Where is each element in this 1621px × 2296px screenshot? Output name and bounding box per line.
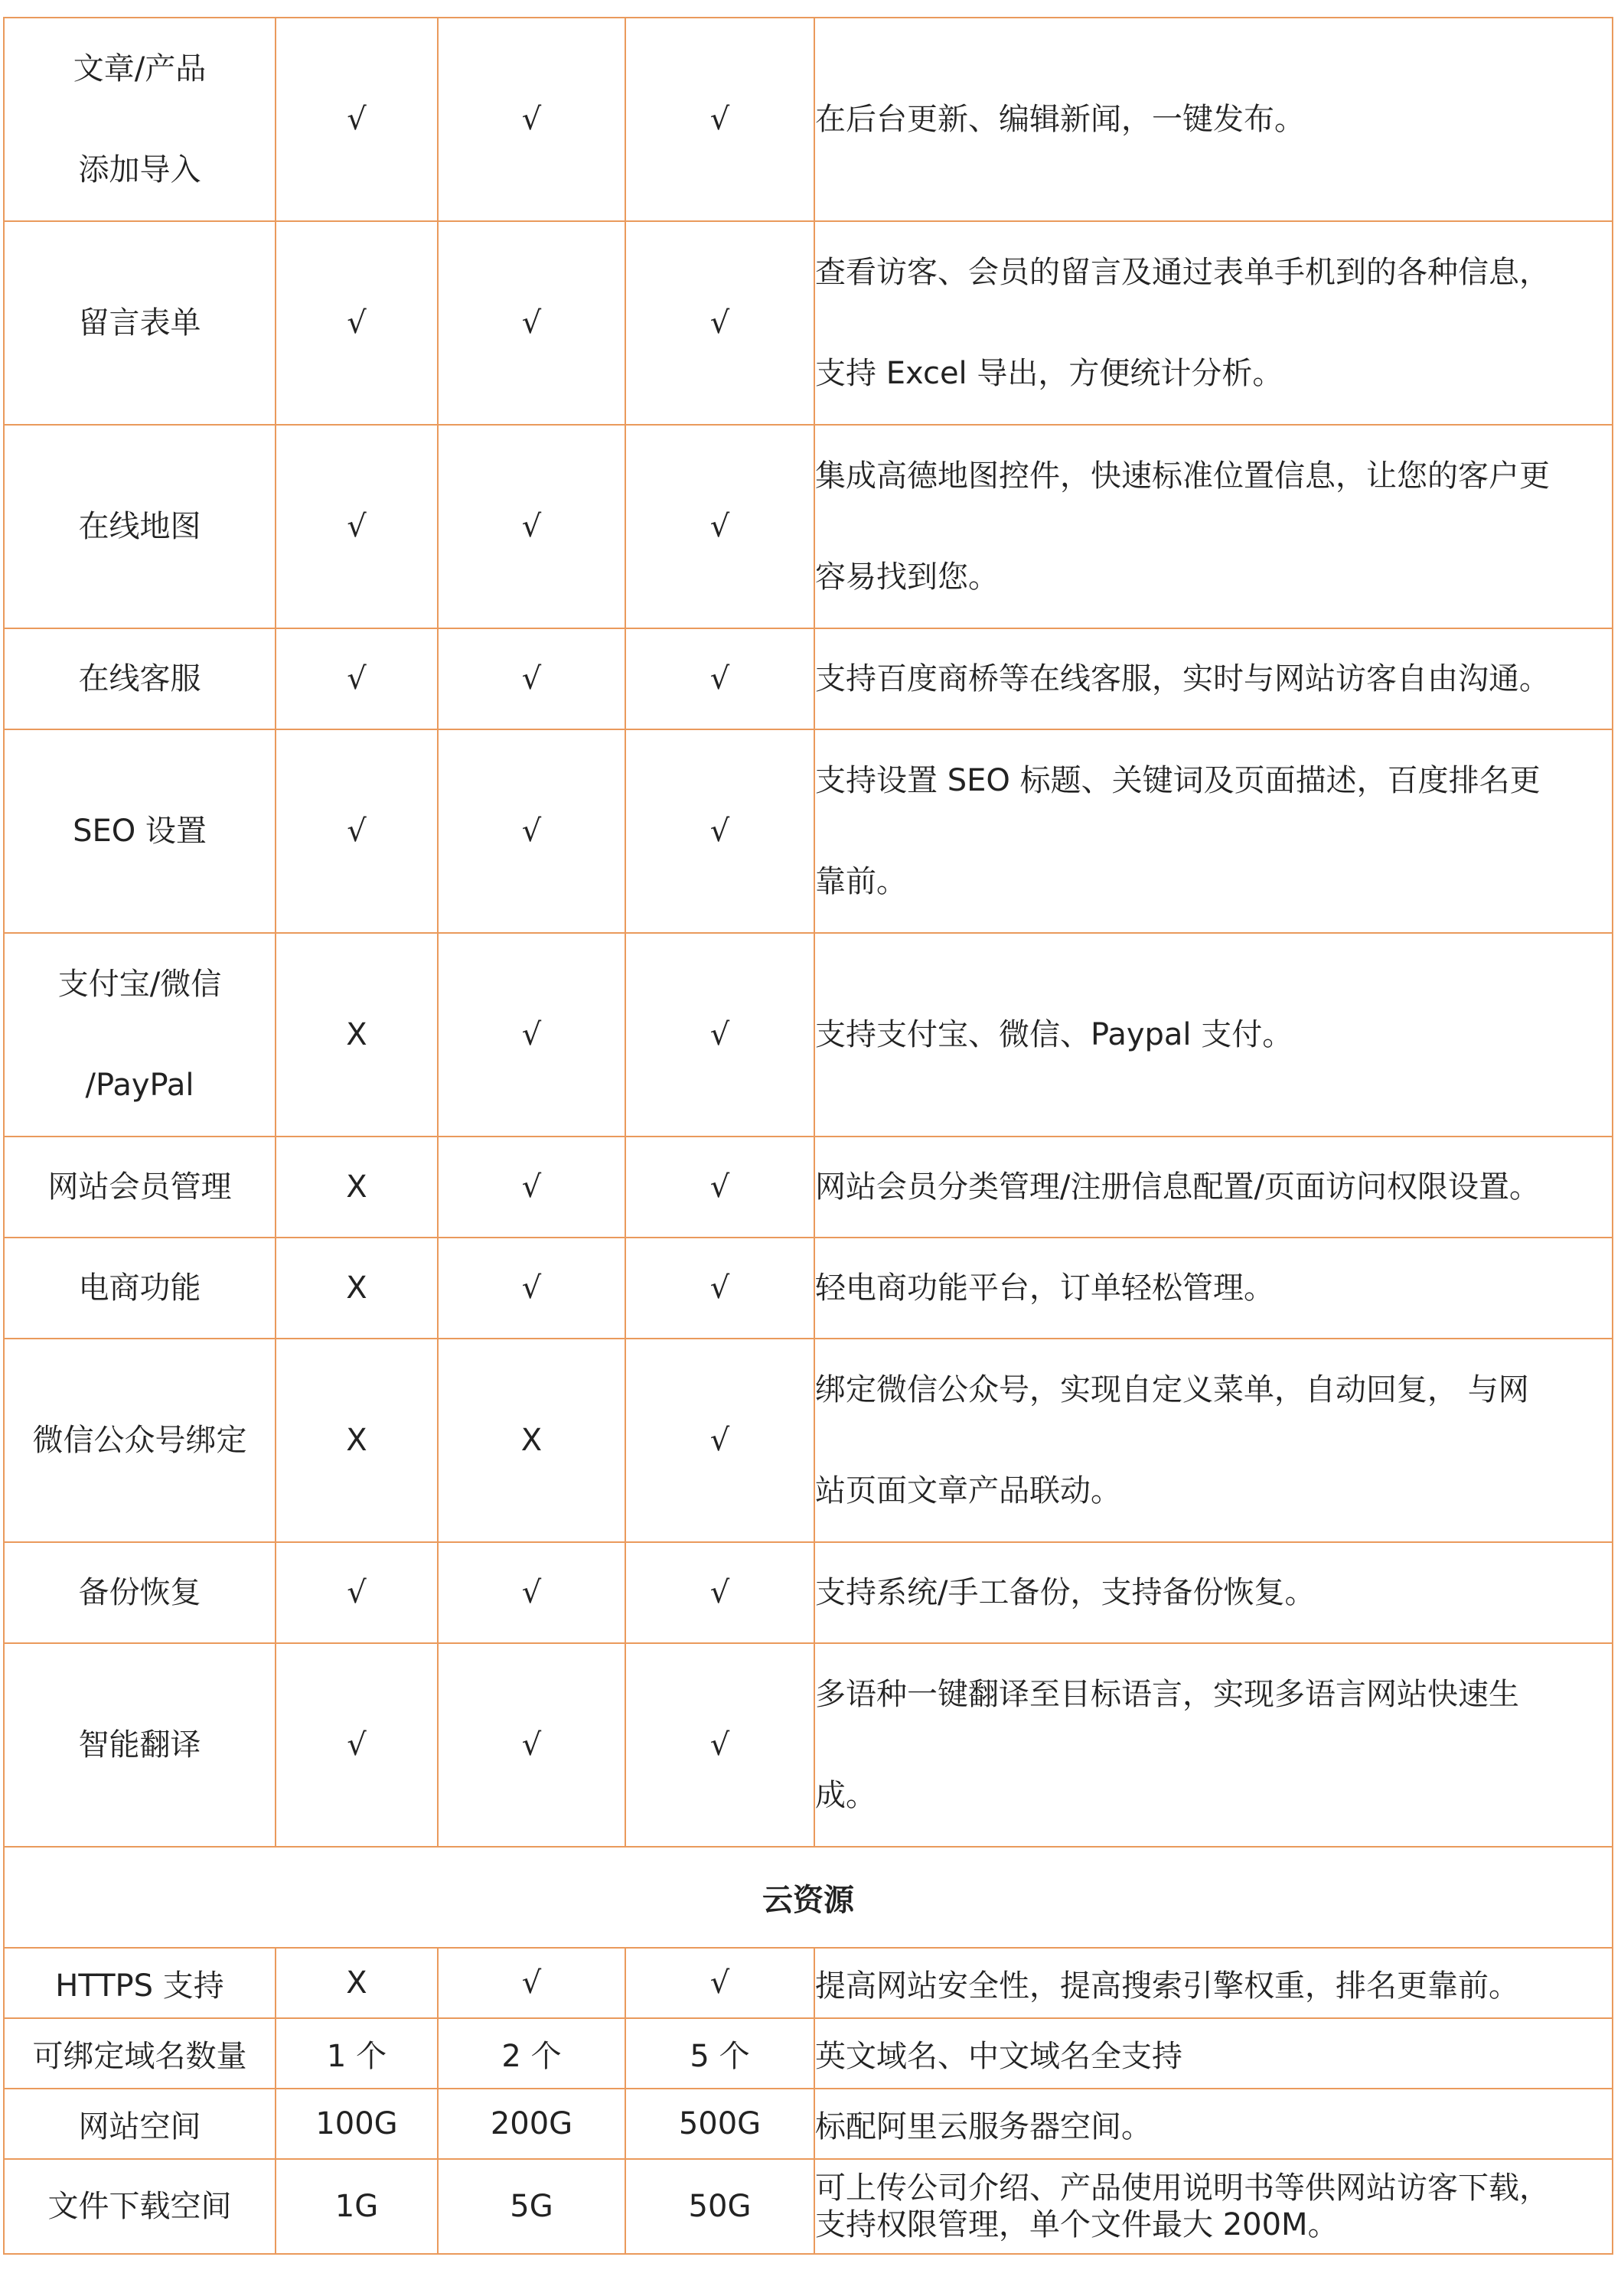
table-row: [4, 18, 1613, 221]
feature-description-cell: [814, 729, 1613, 933]
feature-description-cell: [814, 1542, 1613, 1643]
description-line: 站页面文章产品联动。: [815, 1473, 1121, 1508]
feature-name-line: 添加导入: [78, 152, 201, 188]
feature-name-cell: 电商功能: [4, 1238, 276, 1339]
table-row: [4, 2018, 1613, 2089]
plan-2-value-cell: √: [438, 1948, 625, 2018]
plan-3-value-cell: √: [625, 628, 814, 729]
feature-name-cell: 智能翻译: [4, 1643, 276, 1847]
description-line: 支持设置 SEO 标题、关键词及页面描述，百度排名更: [815, 763, 1541, 798]
feature-description-cell: [814, 2159, 1613, 2254]
feature-description-cell: [814, 2018, 1613, 2089]
table-row: [4, 2159, 1613, 2254]
feature-name-cell: 网站空间: [4, 2089, 276, 2159]
table-row: [4, 425, 1613, 628]
plan-2-value-cell: 200G: [438, 2089, 625, 2159]
plan-1-value-cell: √: [276, 729, 438, 933]
feature-name-cell: 网站会员管理: [4, 1137, 276, 1238]
plan-3-value-cell: √: [625, 1643, 814, 1847]
feature-name-line: 文章/产品: [73, 51, 207, 86]
description-line: 容易找到您。: [815, 559, 999, 595]
feature-name-cell: [4, 18, 276, 221]
plan-1-value-cell: √: [276, 221, 438, 425]
description-line: 网站会员分类管理/注册信息配置/页面访问权限设置。: [815, 1169, 1540, 1205]
plan-2-value-cell: √: [438, 1542, 625, 1643]
feature-description-cell: [814, 425, 1613, 628]
feature-description-cell: [814, 1137, 1613, 1238]
plan-3-value-cell: √: [625, 221, 814, 425]
feature-description-cell: [814, 933, 1613, 1137]
description-line: 在后台更新、编辑新闻，一键发布。: [815, 102, 1305, 137]
plan-2-value-cell: √: [438, 18, 625, 221]
plan-3-value-cell: √: [625, 1948, 814, 2018]
table-body: [4, 18, 1613, 2254]
plan-1-value-cell: 1G: [276, 2159, 438, 2254]
table-row: [4, 628, 1613, 729]
plan-3-value-cell: 5 个: [625, 2018, 814, 2089]
feature-description-cell: [814, 1643, 1613, 1847]
feature-name-line: 支付宝/微信: [57, 967, 222, 1002]
feature-description-cell: [814, 628, 1613, 729]
plan-1-value-cell: X: [276, 1948, 438, 2018]
description-line: 英文域名、中文域名全支持: [815, 2038, 1182, 2074]
feature-name-cell: SEO 设置: [4, 729, 276, 933]
plan-2-value-cell: √: [438, 729, 625, 933]
description-line: 支持百度商桥等在线客服，实时与网站访客自由沟通。: [815, 661, 1550, 696]
plan-2-value-cell: X: [438, 1339, 625, 1542]
description-line: 支持支付宝、微信、Paypal 支付。: [815, 1017, 1293, 1052]
plan-3-value-cell: √: [625, 1137, 814, 1238]
section-title: 云资源: [4, 1847, 1613, 1948]
feature-comparison-table: [3, 17, 1613, 2255]
description-line: 支持权限管理，单个文件最大 200M。: [815, 2207, 1339, 2242]
feature-name-cell: 文件下载空间: [4, 2159, 276, 2254]
description-line: 成。: [815, 1778, 876, 1813]
feature-description-cell: [814, 2089, 1613, 2159]
plan-3-value-cell: 50G: [625, 2159, 814, 2254]
plan-1-value-cell: √: [276, 425, 438, 628]
plan-1-value-cell: X: [276, 1137, 438, 1238]
table-row: [4, 1643, 1613, 1847]
plan-3-value-cell: 500G: [625, 2089, 814, 2159]
table-row: [4, 1339, 1613, 1542]
feature-description-cell: [814, 1339, 1613, 1542]
feature-comparison-table-wrapper: [3, 17, 1613, 2255]
plan-2-value-cell: √: [438, 933, 625, 1137]
plan-1-value-cell: √: [276, 1643, 438, 1847]
feature-description-cell: [814, 221, 1613, 425]
feature-name-cell: 可绑定域名数量: [4, 2018, 276, 2089]
feature-name-cell: 留言表单: [4, 221, 276, 425]
plan-2-value-cell: 5G: [438, 2159, 625, 2254]
table-row: [4, 729, 1613, 933]
feature-name-cell: 在线地图: [4, 425, 276, 628]
plan-3-value-cell: √: [625, 425, 814, 628]
description-line: 靠前。: [815, 864, 907, 899]
table-row: [4, 221, 1613, 425]
plan-1-value-cell: √: [276, 628, 438, 729]
table-row: [4, 933, 1613, 1137]
feature-name-cell: 在线客服: [4, 628, 276, 729]
plan-2-value-cell: √: [438, 1137, 625, 1238]
plan-2-value-cell: √: [438, 221, 625, 425]
plan-3-value-cell: √: [625, 18, 814, 221]
plan-3-value-cell: √: [625, 1339, 814, 1542]
feature-description-cell: [814, 1238, 1613, 1339]
description-line: 集成高德地图控件，快速标准位置信息，让您的客户更: [815, 458, 1550, 494]
description-line: 支持系统/手工备份，支持备份恢复。: [815, 1575, 1316, 1610]
plan-2-value-cell: 2 个: [438, 2018, 625, 2089]
feature-name-cell: [4, 933, 276, 1137]
description-line: 多语种一键翻译至目标语言，实现多语言网站快速生: [815, 1677, 1519, 1712]
plan-3-value-cell: √: [625, 1238, 814, 1339]
plan-1-value-cell: X: [276, 1238, 438, 1339]
table-row: [4, 1238, 1613, 1339]
plan-2-value-cell: √: [438, 1238, 625, 1339]
feature-name-cell: HTTPS 支持: [4, 1948, 276, 2018]
plan-3-value-cell: √: [625, 933, 814, 1137]
description-line: 支持 Excel 导出，方便统计分析。: [815, 356, 1283, 391]
plan-2-value-cell: √: [438, 1643, 625, 1847]
plan-1-value-cell: √: [276, 1542, 438, 1643]
description-line: 可上传公司介绍、产品使用说明书等供网站访客下载，: [815, 2170, 1550, 2206]
description-line: 轻电商功能平台，订单轻松管理。: [815, 1270, 1274, 1306]
feature-name-cell: 备份恢复: [4, 1542, 276, 1643]
feature-description-cell: [814, 1948, 1613, 2018]
table-row: [4, 1542, 1613, 1643]
plan-3-value-cell: √: [625, 729, 814, 933]
section-header-row: [4, 1847, 1613, 1948]
plan-1-value-cell: X: [276, 933, 438, 1137]
table-row: [4, 2089, 1613, 2159]
table-row: [4, 1948, 1613, 2018]
table-row: [4, 1137, 1613, 1238]
plan-2-value-cell: √: [438, 425, 625, 628]
feature-name-line: /PayPal: [85, 1068, 194, 1103]
description-line: 查看访客、会员的留言及通过表单手机到的各种信息，: [815, 255, 1550, 290]
description-line: 绑定微信公众号，实现自定义菜单，自动回复， 与网: [815, 1372, 1529, 1407]
description-line: 提高网站安全性，提高搜索引擎权重，排名更靠前。: [815, 1968, 1519, 2004]
feature-name-cell: 微信公众号绑定: [4, 1339, 276, 1542]
plan-1-value-cell: √: [276, 18, 438, 221]
plan-2-value-cell: √: [438, 628, 625, 729]
description-line: 标配阿里云服务器空间。: [815, 2108, 1152, 2144]
plan-3-value-cell: √: [625, 1542, 814, 1643]
plan-1-value-cell: 100G: [276, 2089, 438, 2159]
plan-1-value-cell: 1 个: [276, 2018, 438, 2089]
plan-1-value-cell: X: [276, 1339, 438, 1542]
feature-description-cell: [814, 18, 1613, 221]
